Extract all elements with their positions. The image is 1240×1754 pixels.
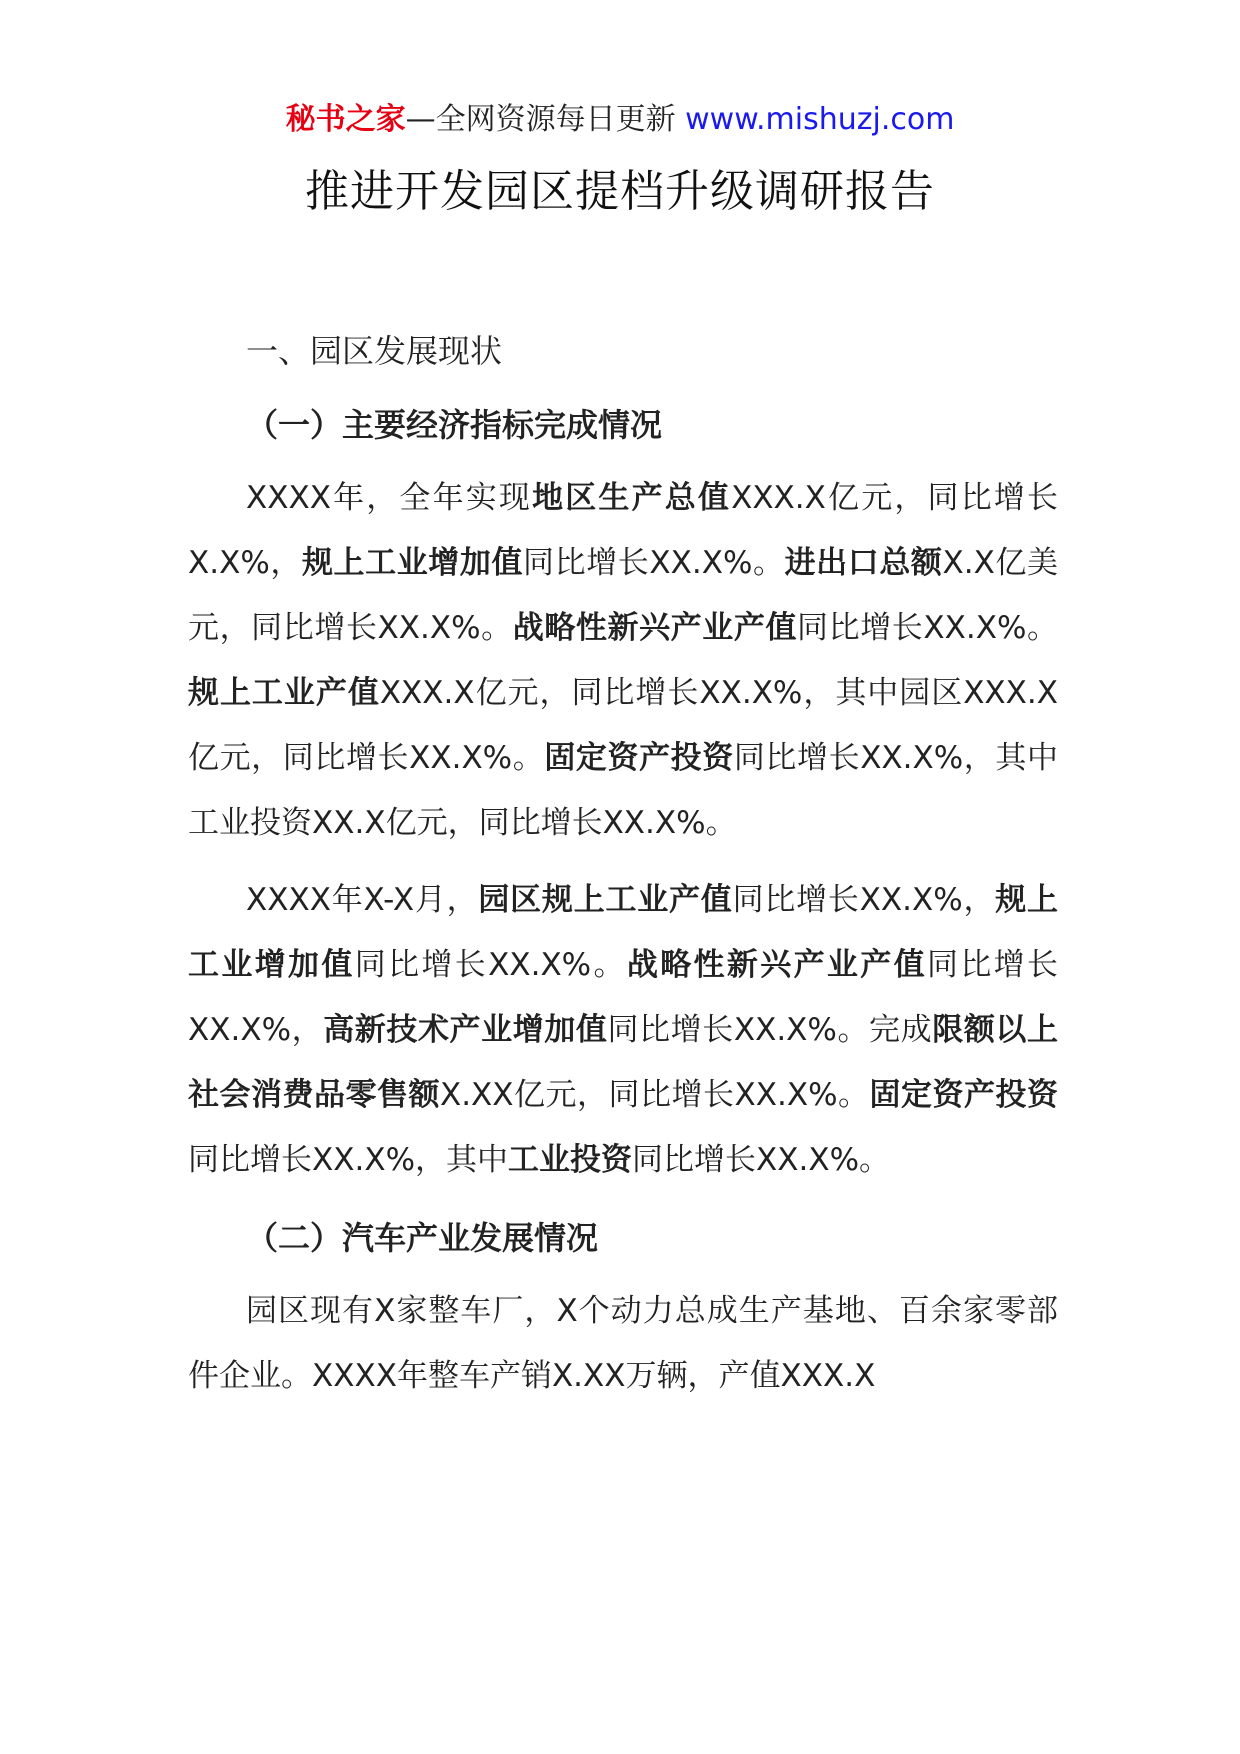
bold-text-run: 地区生产总值 [532, 480, 732, 516]
text-run: X.X亿美元，同比增长XX.X%。 [188, 545, 1058, 646]
slogan: —全网资源每日更新 [405, 102, 676, 137]
text-run: XXXX年，全年实现 [246, 480, 533, 516]
bold-text-run: 园区规上工业产值 [478, 882, 733, 918]
text-run: 同比增长XX.X%。完成 [607, 1012, 933, 1048]
text-run: 同比增长XX.X%，其中 [188, 1142, 509, 1178]
text-run: XXXX年X-X月， [246, 882, 479, 918]
brand-name: 秘书之家 [285, 102, 406, 137]
text-run: 同比增长XX.X%， [732, 882, 996, 918]
text-run: XXX.X亿元，同比增长X.X%， [188, 480, 1059, 581]
subsection-heading-2: （二）汽车产业发展情况 [246, 1219, 599, 1257]
text-run: 园区现有X家整车厂，X个动力总成生产基地、百余家零部件企业。XXXX年整车产销X.XX万辆，产值XXX.X [188, 1293, 1058, 1394]
bold-text-run: 规上工业产值 [188, 675, 380, 711]
paragraph-auto-industry [188, 1279, 1058, 1409]
site-link[interactable]: www.mishuzj.com [685, 102, 955, 137]
document-body [188, 318, 1058, 1409]
bold-text-run: 限额以上社会消费品零售额 [188, 1012, 1058, 1113]
text-run: XXX.X亿元，同比增长XX.X%，其中园区XXX.X亿元，同比增长XX.X%。 [188, 675, 1058, 776]
bold-text-run: 规上工业增加值 [188, 882, 1059, 983]
text-run: 同比增长XX.X%。 [523, 545, 785, 581]
bold-text-run: 战略性新兴产业产值 [512, 610, 798, 646]
site-header [0, 98, 1240, 142]
section-heading-1: 一、园区发展现状 [246, 332, 503, 370]
bold-text-run: 规上工业增加值 [301, 545, 524, 581]
text-run: 同比增长XX.X%， [188, 947, 1059, 1048]
paragraph-indicators-year [188, 466, 1058, 856]
text-run: 同比增长XX.X%。 [354, 947, 627, 983]
bold-text-run: 进出口总额 [784, 545, 943, 581]
subsection-heading-1: （一）主要经济指标完成情况 [246, 406, 663, 444]
bold-text-run: 高新技术产业增加值 [323, 1012, 608, 1048]
bold-text-run: 固定资产投资 [869, 1077, 1058, 1113]
text-run: 同比增长XX.X%。 [632, 1142, 891, 1178]
bold-text-run: 战略性新兴产业产值 [626, 947, 927, 983]
text-run: 同比增长XX.X%，其中工业投资XX.X亿元，同比增长XX.X%。 [188, 740, 1058, 841]
bold-text-run: 工业投资 [508, 1142, 633, 1178]
text-run: X.XX亿元，同比增长XX.X%。 [439, 1077, 870, 1113]
text-run: 同比增长XX.X%。 [797, 610, 1058, 646]
page-title: 推进开发园区提档升级调研报告 [305, 166, 935, 217]
bold-text-run: 固定资产投资 [544, 740, 734, 776]
paragraph-indicators-months [188, 868, 1058, 1193]
